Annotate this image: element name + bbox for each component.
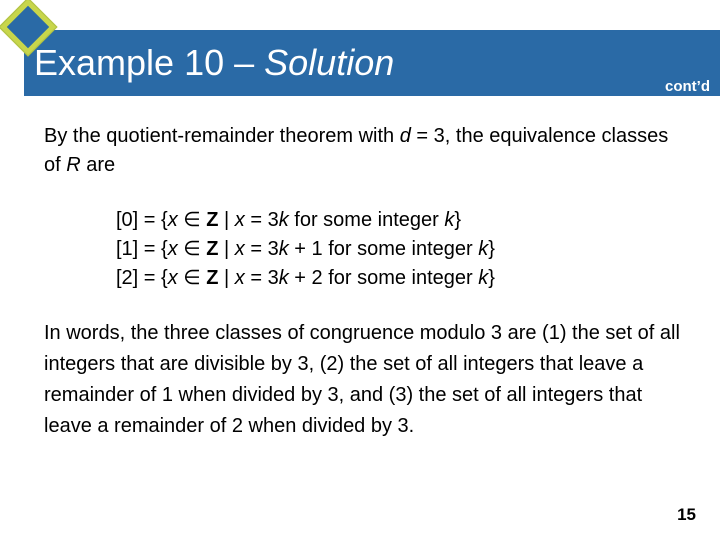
intro-text-1: By the quotient-remainder theorem with: [44, 125, 400, 147]
slide-title: [34, 42, 394, 84]
var-k: k: [478, 267, 489, 289]
var-x: x: [167, 238, 178, 260]
page-number: 15: [677, 505, 696, 524]
title-bar: [24, 30, 720, 96]
intro-paragraph: [44, 122, 684, 180]
var-x: x: [167, 209, 178, 231]
element-of-symbol: ∈: [177, 267, 207, 289]
var-k: k: [278, 267, 289, 289]
element-of-symbol: ∈: [177, 209, 207, 231]
intro-text-2: = 3, the equivalence classes of: [44, 125, 669, 176]
class-1-definition: [116, 235, 676, 264]
var-k: k: [444, 209, 455, 231]
close-brace: }: [488, 267, 495, 289]
integers-symbol: Z: [206, 267, 219, 289]
close-brace: }: [488, 238, 495, 260]
class-2-definition: [116, 264, 676, 293]
class-label: [0] = {: [116, 209, 168, 231]
such-that-bar: |: [218, 238, 235, 260]
element-of-symbol: ∈: [177, 238, 207, 260]
var-k: k: [278, 238, 289, 260]
var-k: k: [478, 238, 489, 260]
condition-text: + 1 for some integer: [288, 238, 479, 260]
condition-text: + 2 for some integer: [288, 267, 479, 289]
class-0-definition: [116, 206, 676, 235]
var-x: x: [167, 267, 178, 289]
equation-text: = 3: [244, 209, 279, 231]
title-main: Example 10 –: [34, 42, 265, 83]
integers-symbol: Z: [206, 209, 219, 231]
equation-text: = 3: [244, 238, 279, 260]
var-x: x: [234, 209, 245, 231]
explanation-paragraph: In words, the three classes of congruence modulo 3 are (1) the set of all integers that are divisible by 3, (2) the set of all integers that leave a remainder of 1 when divided by 3, and (3) the set of all integers that leave a remainder of 2 when divided by 3.: [44, 322, 680, 437]
equation-text: = 3: [244, 267, 279, 289]
class-label: [2] = {: [116, 267, 168, 289]
close-brace: }: [454, 209, 462, 231]
intro-text-3: are: [80, 154, 116, 176]
continued-label: cont’d: [665, 78, 710, 95]
class-label: [1] = {: [116, 238, 168, 260]
var-k: k: [278, 209, 289, 231]
condition-text: for some integer: [288, 209, 445, 231]
integers-symbol: Z: [206, 238, 219, 260]
var-x: x: [234, 238, 245, 260]
var-R: R: [66, 154, 81, 176]
var-d: d: [399, 125, 411, 147]
such-that-bar: |: [218, 267, 235, 289]
title-solution: Solution: [264, 42, 395, 83]
such-that-bar: |: [218, 209, 235, 231]
var-x: x: [234, 267, 245, 289]
